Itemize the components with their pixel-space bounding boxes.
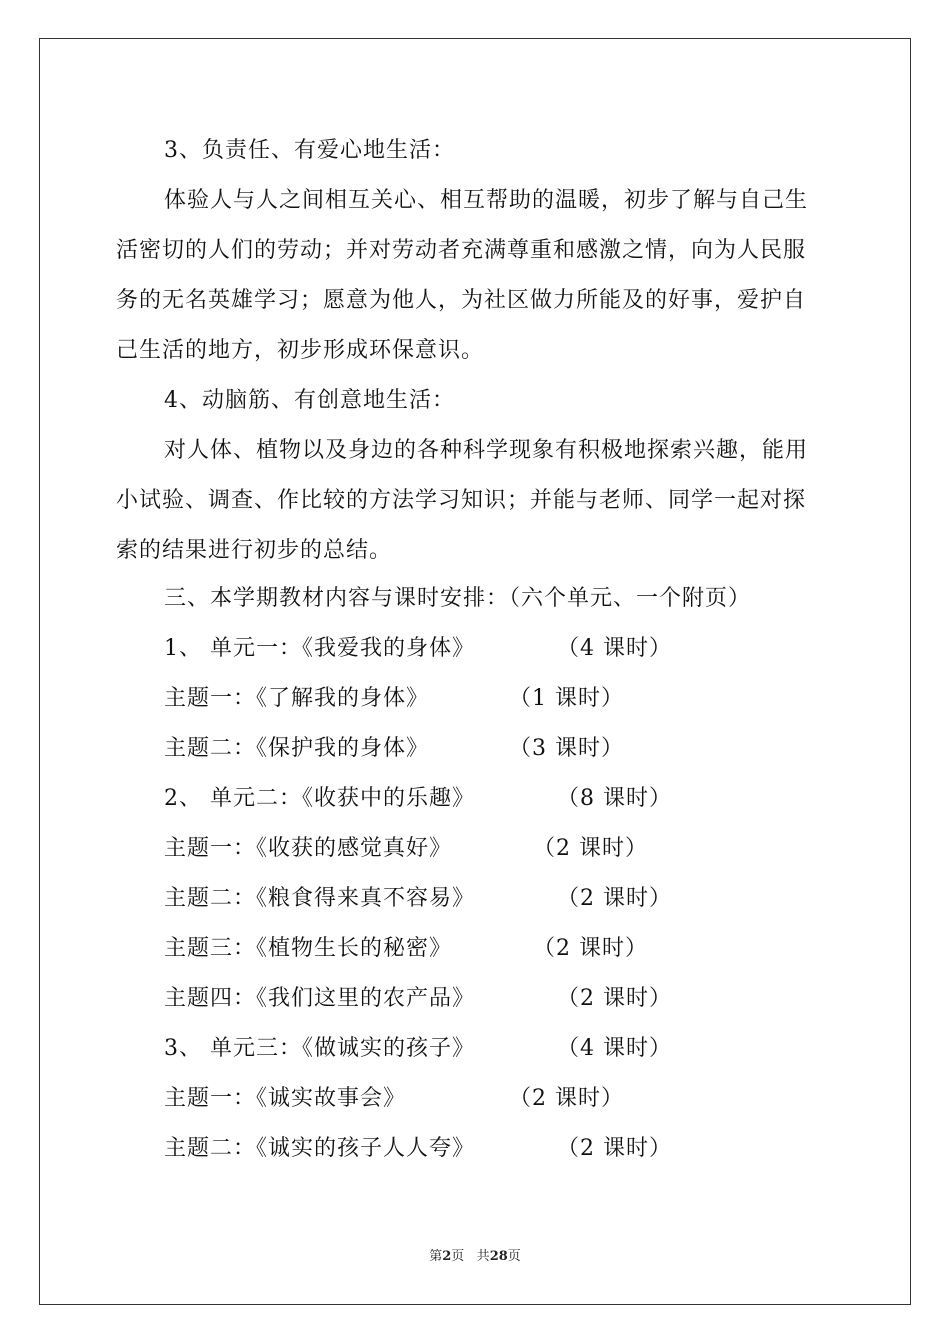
paragraph-line: 对人体、植物以及身边的各种科学现象有积极地探索兴趣，能用 bbox=[164, 438, 809, 463]
footer-total-suffix: 页 bbox=[507, 1249, 521, 1264]
current-page-number: 2 bbox=[442, 1249, 452, 1264]
schedule-topic-title: 主题一：《收获的感觉真好》 bbox=[164, 836, 453, 861]
page-footer bbox=[0, 1248, 950, 1266]
schedule-hours: （8 课时） bbox=[557, 786, 672, 811]
schedule-hours: （4 课时） bbox=[557, 636, 672, 661]
schedule-hours: （2 课时） bbox=[557, 986, 672, 1011]
total-page-count: 28 bbox=[489, 1249, 508, 1264]
schedule-topic-title: 主题二：《粮食得来真不容易》 bbox=[164, 886, 476, 911]
schedule-unit-title: 1、 单元一：《我爱我的身体》 bbox=[164, 636, 475, 661]
schedule-hours: （2 课时） bbox=[557, 1136, 672, 1161]
schedule-hours: （2 课时） bbox=[533, 836, 648, 861]
section-4-heading: 4、动脑筋、有创意地生活： bbox=[164, 388, 455, 413]
paragraph-line: 活密切的人们的劳动；并对劳动者充满尊重和感激之情，向为人民服 bbox=[116, 238, 807, 263]
schedule-topic-title: 主题一：《了解我的身体》 bbox=[164, 686, 430, 711]
footer-prefix: 第 bbox=[429, 1249, 443, 1264]
paragraph-line: 小试验、调查、作比较的方法学习知识；并能与老师、同学一起对探 bbox=[116, 488, 807, 513]
paragraph-line: 务的无名英雄学习；愿意为他人，为社区做力所能及的好事，爱护自 bbox=[116, 288, 807, 313]
schedule-topic-title: 主题四：《我们这里的农产品》 bbox=[164, 986, 476, 1011]
schedule-hours: （3 课时） bbox=[509, 736, 624, 761]
schedule-unit-title: 2、 单元二：《收获中的乐趣》 bbox=[164, 786, 475, 811]
paragraph-line: 己生活的地方，初步形成环保意识。 bbox=[116, 338, 485, 363]
paragraph-line: 索的结果进行初步的总结。 bbox=[116, 538, 393, 563]
schedule-hours: （4 课时） bbox=[557, 1036, 672, 1061]
footer-page-suffix: 页 bbox=[451, 1249, 465, 1264]
paragraph-line: 体验人与人之间相互关心、相互帮助的温暖，初步了解与自己生 bbox=[164, 188, 809, 213]
page-border bbox=[39, 38, 911, 1305]
schedule-unit-title: 3、 单元三：《做诚实的孩子》 bbox=[164, 1036, 475, 1061]
section-3-heading: 3、负责任、有爱心地生活： bbox=[164, 138, 455, 163]
schedule-hours: （2 课时） bbox=[509, 1086, 624, 1111]
schedule-hours: （2 课时） bbox=[533, 936, 648, 961]
footer-total-prefix: 共 bbox=[476, 1249, 490, 1264]
schedule-hours: （2 课时） bbox=[557, 886, 672, 911]
schedule-topic-title: 主题二：《诚实的孩子人人夸》 bbox=[164, 1136, 476, 1161]
schedule-hours: （1 课时） bbox=[509, 686, 624, 711]
schedule-topic-title: 主题一：《诚实故事会》 bbox=[164, 1086, 407, 1111]
schedule-topic-title: 主题三：《植物生长的秘密》 bbox=[164, 936, 453, 961]
schedule-topic-title: 主题二：《保护我的身体》 bbox=[164, 736, 430, 761]
part-3-heading: 三、本学期教材内容与课时安排：（六个单元、一个附页） bbox=[164, 586, 752, 611]
